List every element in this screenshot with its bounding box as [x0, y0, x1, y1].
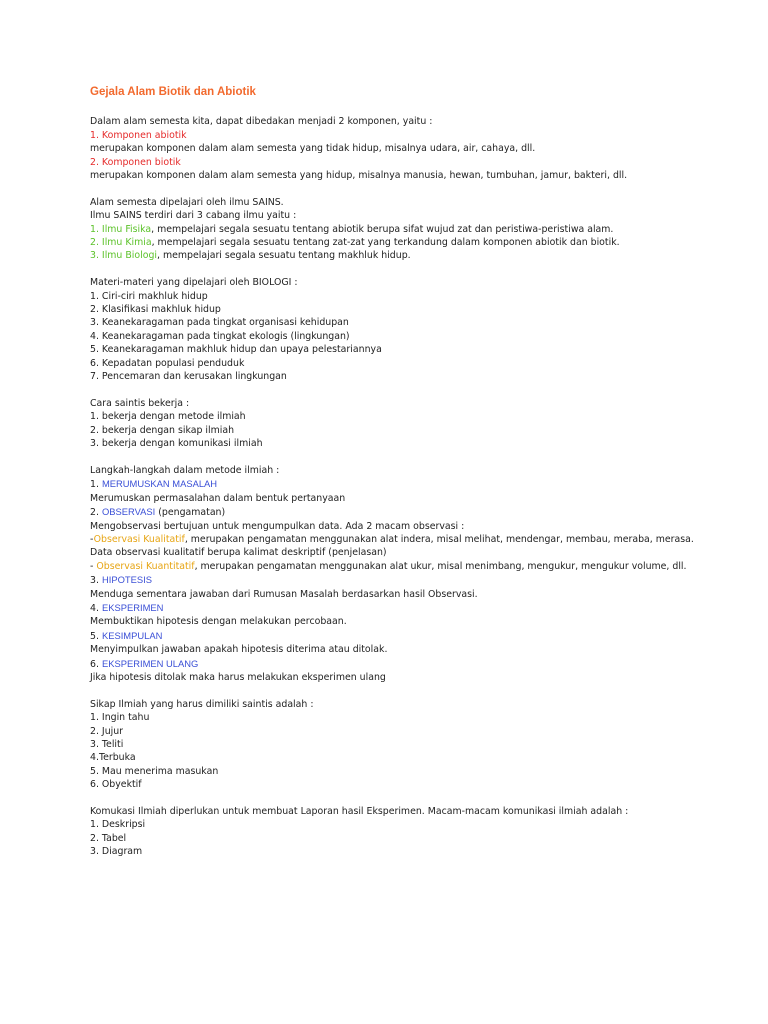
branch-biologi-desc: , mempelajari segala sesuatu tentang makhluk hidup.: [157, 250, 411, 262]
step-2-desc: Mengobservasi bertujuan untuk mengumpulkan data. Ada 2 macam observasi :: [90, 520, 465, 532]
list-item: 4. Keanekaragaman pada tingkat ekologis (lingkungan): [90, 330, 350, 342]
step-5: [90, 629, 740, 643]
document-title: Gejala Alam Biotik dan Abiotik: [90, 86, 256, 98]
observasi-kualitatif-note: Data observasi kualitatif berupa kalimat deskriptif (penjelasan): [90, 547, 387, 559]
step-1-label: MERUMUSKAN MASALAH: [101, 478, 218, 490]
list-item: 2. Klasifikasi makhluk hidup: [90, 304, 221, 316]
observasi-kuantitatif-label: Observasi Kuantitatif: [96, 560, 195, 572]
spacer: [90, 451, 740, 464]
komponen-abiotik-desc: merupakan komponen dalam alam semesta yang tidak hidup, misalnya udara, air, cahaya, dll.: [90, 143, 536, 155]
list-item: 6. Obyektif: [90, 779, 142, 791]
step-number: 3.: [90, 575, 102, 587]
branch-fisika-desc: , mempelajari segala sesuatu tentang abiotik berupa sifat wujud zat dan peristiwa-peristiwa alam.: [151, 223, 614, 235]
step-5-label: KESIMPULAN: [101, 629, 163, 641]
spacer: [90, 263, 740, 276]
biologi-heading: Materi-materi yang dipelajari oleh BIOLOGI :: [90, 277, 298, 289]
metode-ilmiah-heading: Langkah-langkah dalam metode ilmiah :: [90, 464, 280, 476]
s2-line-2: Ilmu SAINS terdiri dari 3 cabang ilmu yaitu :: [90, 210, 297, 222]
observasi-kualitatif-label: Observasi Kualitatif: [93, 533, 185, 545]
step-3-label: HIPOTESIS: [101, 574, 152, 586]
list-item: 2. Tabel: [90, 832, 127, 844]
dash: -: [90, 533, 94, 545]
observasi-kualitatif-desc: , merupakan pengamatan menggunakan alat indera, misal melihat, mendengar, membau, meraba, merasa.: [184, 533, 694, 545]
step-1-desc: Merumuskan permasalahan dalam bentuk pertanyaan: [90, 492, 346, 504]
observasi-kuantitatif-desc: , merupakan pengamatan menggunakan alat ukur, misal menimbang, mengukur, mengukur volume, dll.: [194, 560, 687, 572]
step-4: [90, 601, 740, 615]
spacer: [90, 182, 740, 195]
step-2-label: OBSERVASI: [101, 506, 156, 518]
step-6-label: EKSPERIMEN ULANG: [101, 657, 199, 669]
list-item: 2. Jujur: [90, 725, 124, 737]
step-4-label: EKSPERIMEN: [101, 601, 164, 613]
spacer: [90, 792, 740, 805]
sikap-ilmiah-heading: Sikap Ilmiah yang harus dimiliki saintis adalah :: [90, 698, 314, 710]
s2-line-1: Alam semesta dipelajari oleh ilmu SAINS.: [90, 196, 284, 208]
step-2-suffix: (pengamatan): [155, 507, 226, 519]
list-item: 3. Diagram: [90, 846, 143, 858]
step-2: [90, 505, 740, 519]
branch-fisika-label: 1. Ilmu Fisika: [90, 223, 152, 235]
branch-kimia: [90, 236, 740, 249]
list-item: 3. Teliti: [90, 739, 124, 751]
s1-intro: Dalam alam semesta kita, dapat dibedakan menjadi 2 komponen, yaitu :: [90, 116, 433, 128]
list-item: 1. Deskripsi: [90, 819, 146, 831]
list-item: 1. Ingin tahu: [90, 712, 150, 724]
list-item: 3. Keanekaragaman pada tingkat organisasi kehidupan: [90, 317, 349, 329]
branch-biologi-label: 3. Ilmu Biologi: [90, 250, 158, 262]
komunikasi-ilmiah-heading: Komukasi Ilmiah diperlukan untuk membuat Laporan hasil Eksperimen. Macam-macam komunikasi ilmiah adalah :: [90, 806, 629, 818]
branch-kimia-label: 2. Ilmu Kimia: [90, 237, 152, 249]
step-4-desc: Membuktikan hipotesis dengan melakukan percobaan.: [90, 616, 347, 628]
branch-biologi: [90, 249, 740, 262]
branch-fisika: [90, 223, 740, 236]
step-5-desc: Menyimpulkan jawaban apakah hipotesis diterima atau ditolak.: [90, 644, 388, 656]
list-item: 5. Keanekaragaman makhluk hidup dan upaya pelestariannya: [90, 344, 382, 356]
list-item: 1. Ciri-ciri makhluk hidup: [90, 290, 208, 302]
step-6: [90, 657, 740, 671]
branch-kimia-desc: , mempelajari segala sesuatu tentang zat-zat yang terkandung dalam komponen abiotik dan biotik.: [151, 237, 620, 249]
step-number: 6.: [90, 658, 102, 670]
list-item: 1. bekerja dengan metode ilmiah: [90, 411, 246, 423]
list-item: 6. Kepadatan populasi penduduk: [90, 357, 245, 369]
step-3: [90, 573, 740, 587]
komponen-abiotik-label: 1. Komponen abiotik: [90, 129, 187, 141]
list-item: 7. Pencemaran dan kerusakan lingkungan: [90, 371, 287, 383]
list-item: 4.Terbuka: [90, 752, 136, 764]
step-number: 5.: [90, 630, 102, 642]
document-body: [90, 86, 740, 859]
step-3-desc: Menduga sementara jawaban dari Rumusan Masalah berdasarkan hasil Observasi.: [90, 588, 478, 600]
step-number: 4.: [90, 602, 102, 614]
list-item: 2. bekerja dengan sikap ilmiah: [90, 424, 235, 436]
step-1: [90, 477, 740, 491]
step-number: 1.: [90, 479, 102, 491]
list-item: 5. Mau menerima masukan: [90, 765, 219, 777]
spacer: [90, 384, 740, 397]
observasi-kuantitatif: [90, 560, 740, 573]
step-6-desc: Jika hipotesis ditolak maka harus melakukan eksperimen ulang: [90, 672, 386, 683]
dash: -: [90, 560, 97, 572]
list-item: 3. bekerja dengan komunikasi ilmiah: [90, 438, 263, 450]
observasi-kualitatif: [90, 533, 740, 546]
spacer: [90, 684, 740, 697]
cara-saintis-heading: Cara saintis bekerja :: [90, 397, 190, 409]
step-number: 2.: [90, 507, 102, 519]
komponen-biotik-desc: merupakan komponen dalam alam semesta yang hidup, misalnya manusia, hewan, tumbuhan, jamur, bakteri, dll.: [90, 170, 628, 182]
komponen-biotik-label: 2. Komponen biotik: [90, 156, 181, 168]
